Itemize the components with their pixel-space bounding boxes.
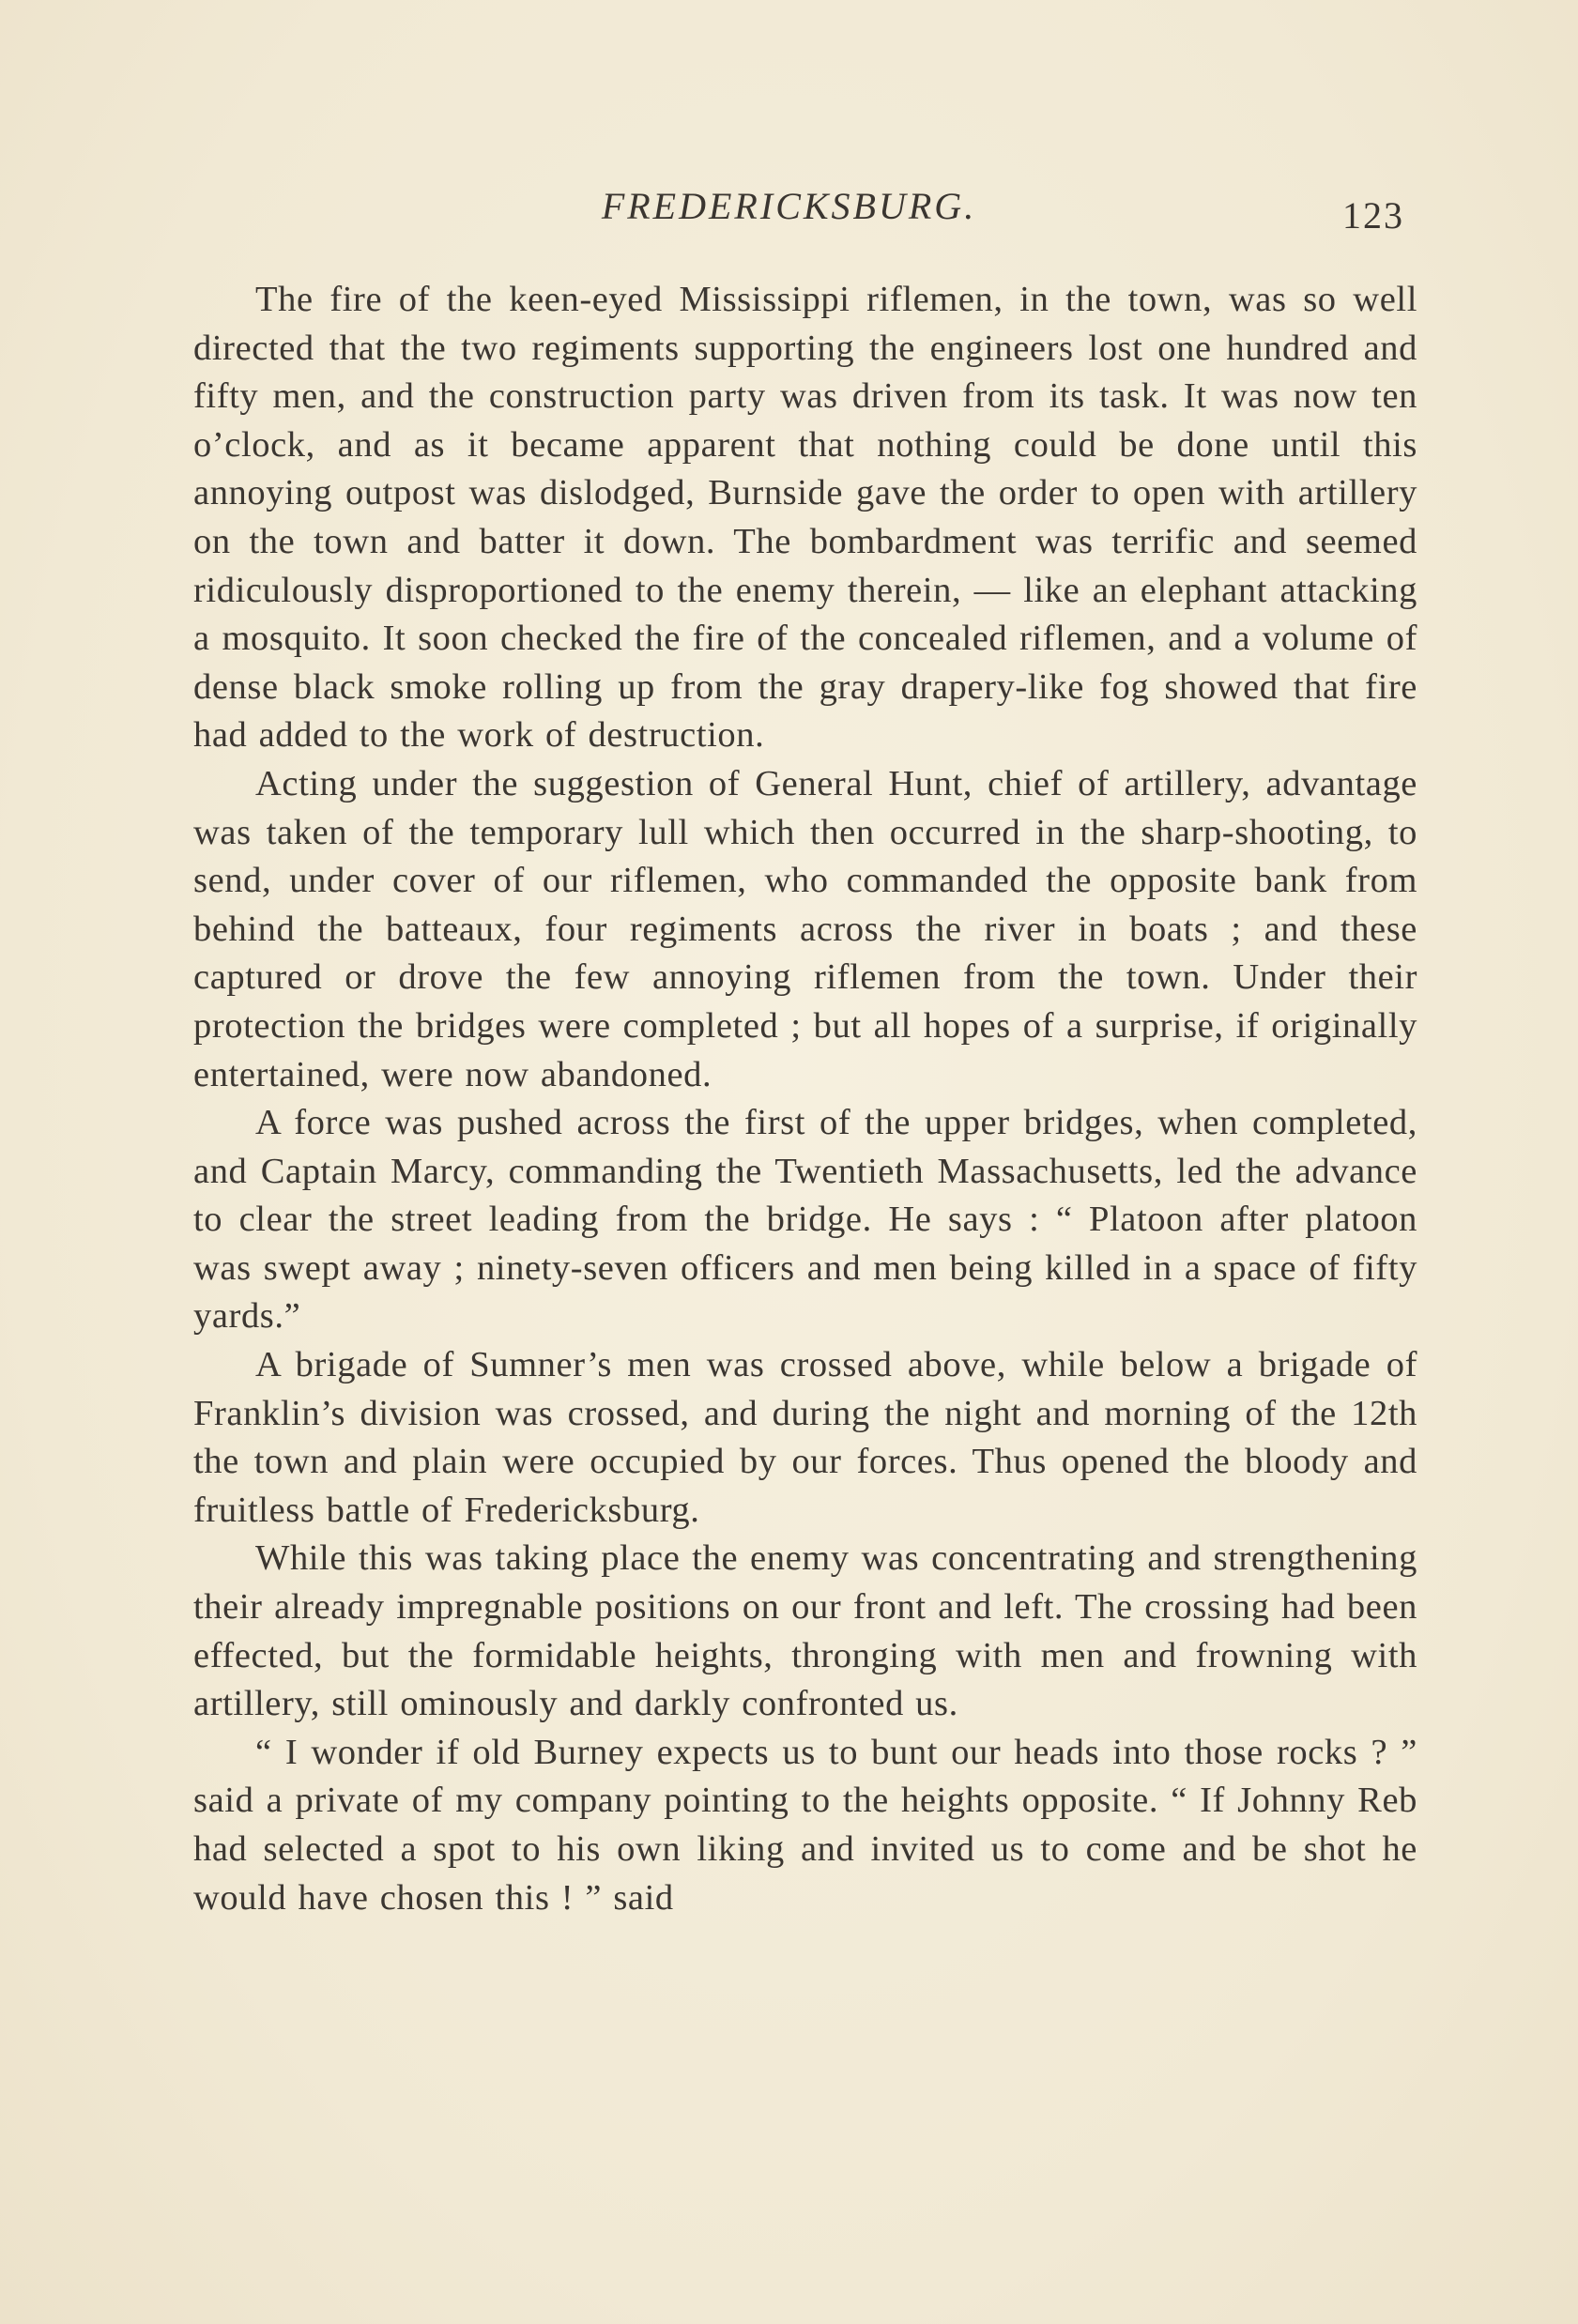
paragraph: “ I wonder if old Burney expects us to bunt our heads into those rocks ? ” said a private of my company pointing to the heights opposite. “ If Johnny Reb had selected a spot to his own liking and invited us to come and be shot he would have chosen this ! ” said [193, 1732, 1417, 1918]
paragraph: The fire of the keen-eyed Mississippi riflemen, in the town, was so well directed that the two regiments supporting the engineers lost one hundred and fifty men, and the construction party was driven from its task. It was now ten o’clock, and as it became apparent that nothing could be done until this annoying outpost was dislodged, Burnside gave the order to open with artillery on the town and batter it down. The bombardment was terrific and seemed ridiculously disproportioned to the enemy therein, — like an elephant attacking a mosquito. It soon checked the fire of the concealed riflemen, and a volume of dense black smoke rolling up from the gray drapery-like fog showed that fire had added to the work of destruction. [193, 280, 1417, 756]
paragraph: A force was pushed across the first of the upper bridges, when completed, and Captain Marcy, commanding the Twentieth Massachusetts, led the advance to clear the street leading from the bridge. He says : “ Platoon after platoon was swept away ; ninety-seven officers and men being killed in a space of fifty yards.” [193, 1103, 1417, 1337]
running-title: FREDERICKSBURG. [601, 185, 977, 227]
paragraph: Acting under the suggestion of General Hunt, chief of artillery, advantage was taken of the temporary lull which then occurred in the sharp-shooting, to send, under cover of our riflemen, who commanded the opposite bank from behind the batteaux, four regiments across the river in boats ; and these captured or drove the few annoying riflemen from the town. Under their protection the bridges were completed ; but all hopes of a surprise, if originally entertained, were now abandoned. [193, 763, 1417, 1094]
page-number: 123 [1342, 194, 1404, 237]
paragraph: While this was taking place the enemy was concentrating and strengthening their already impregnable positions on our front and left. The crossing had been effected, but the formidable heights, thronging with men and frowning with artillery, still ominously and darkly confronted us. [193, 1538, 1417, 1724]
body-text [193, 276, 1417, 1922]
paragraph: A brigade of Sumner’s men was crossed above, while below a brigade of Franklin’s division was crossed, and during the night and morning of the 12th the town and plain were occupied by our forces. Thus opened the bloody and fruitless battle of Fredericksburg. [193, 1345, 1417, 1530]
